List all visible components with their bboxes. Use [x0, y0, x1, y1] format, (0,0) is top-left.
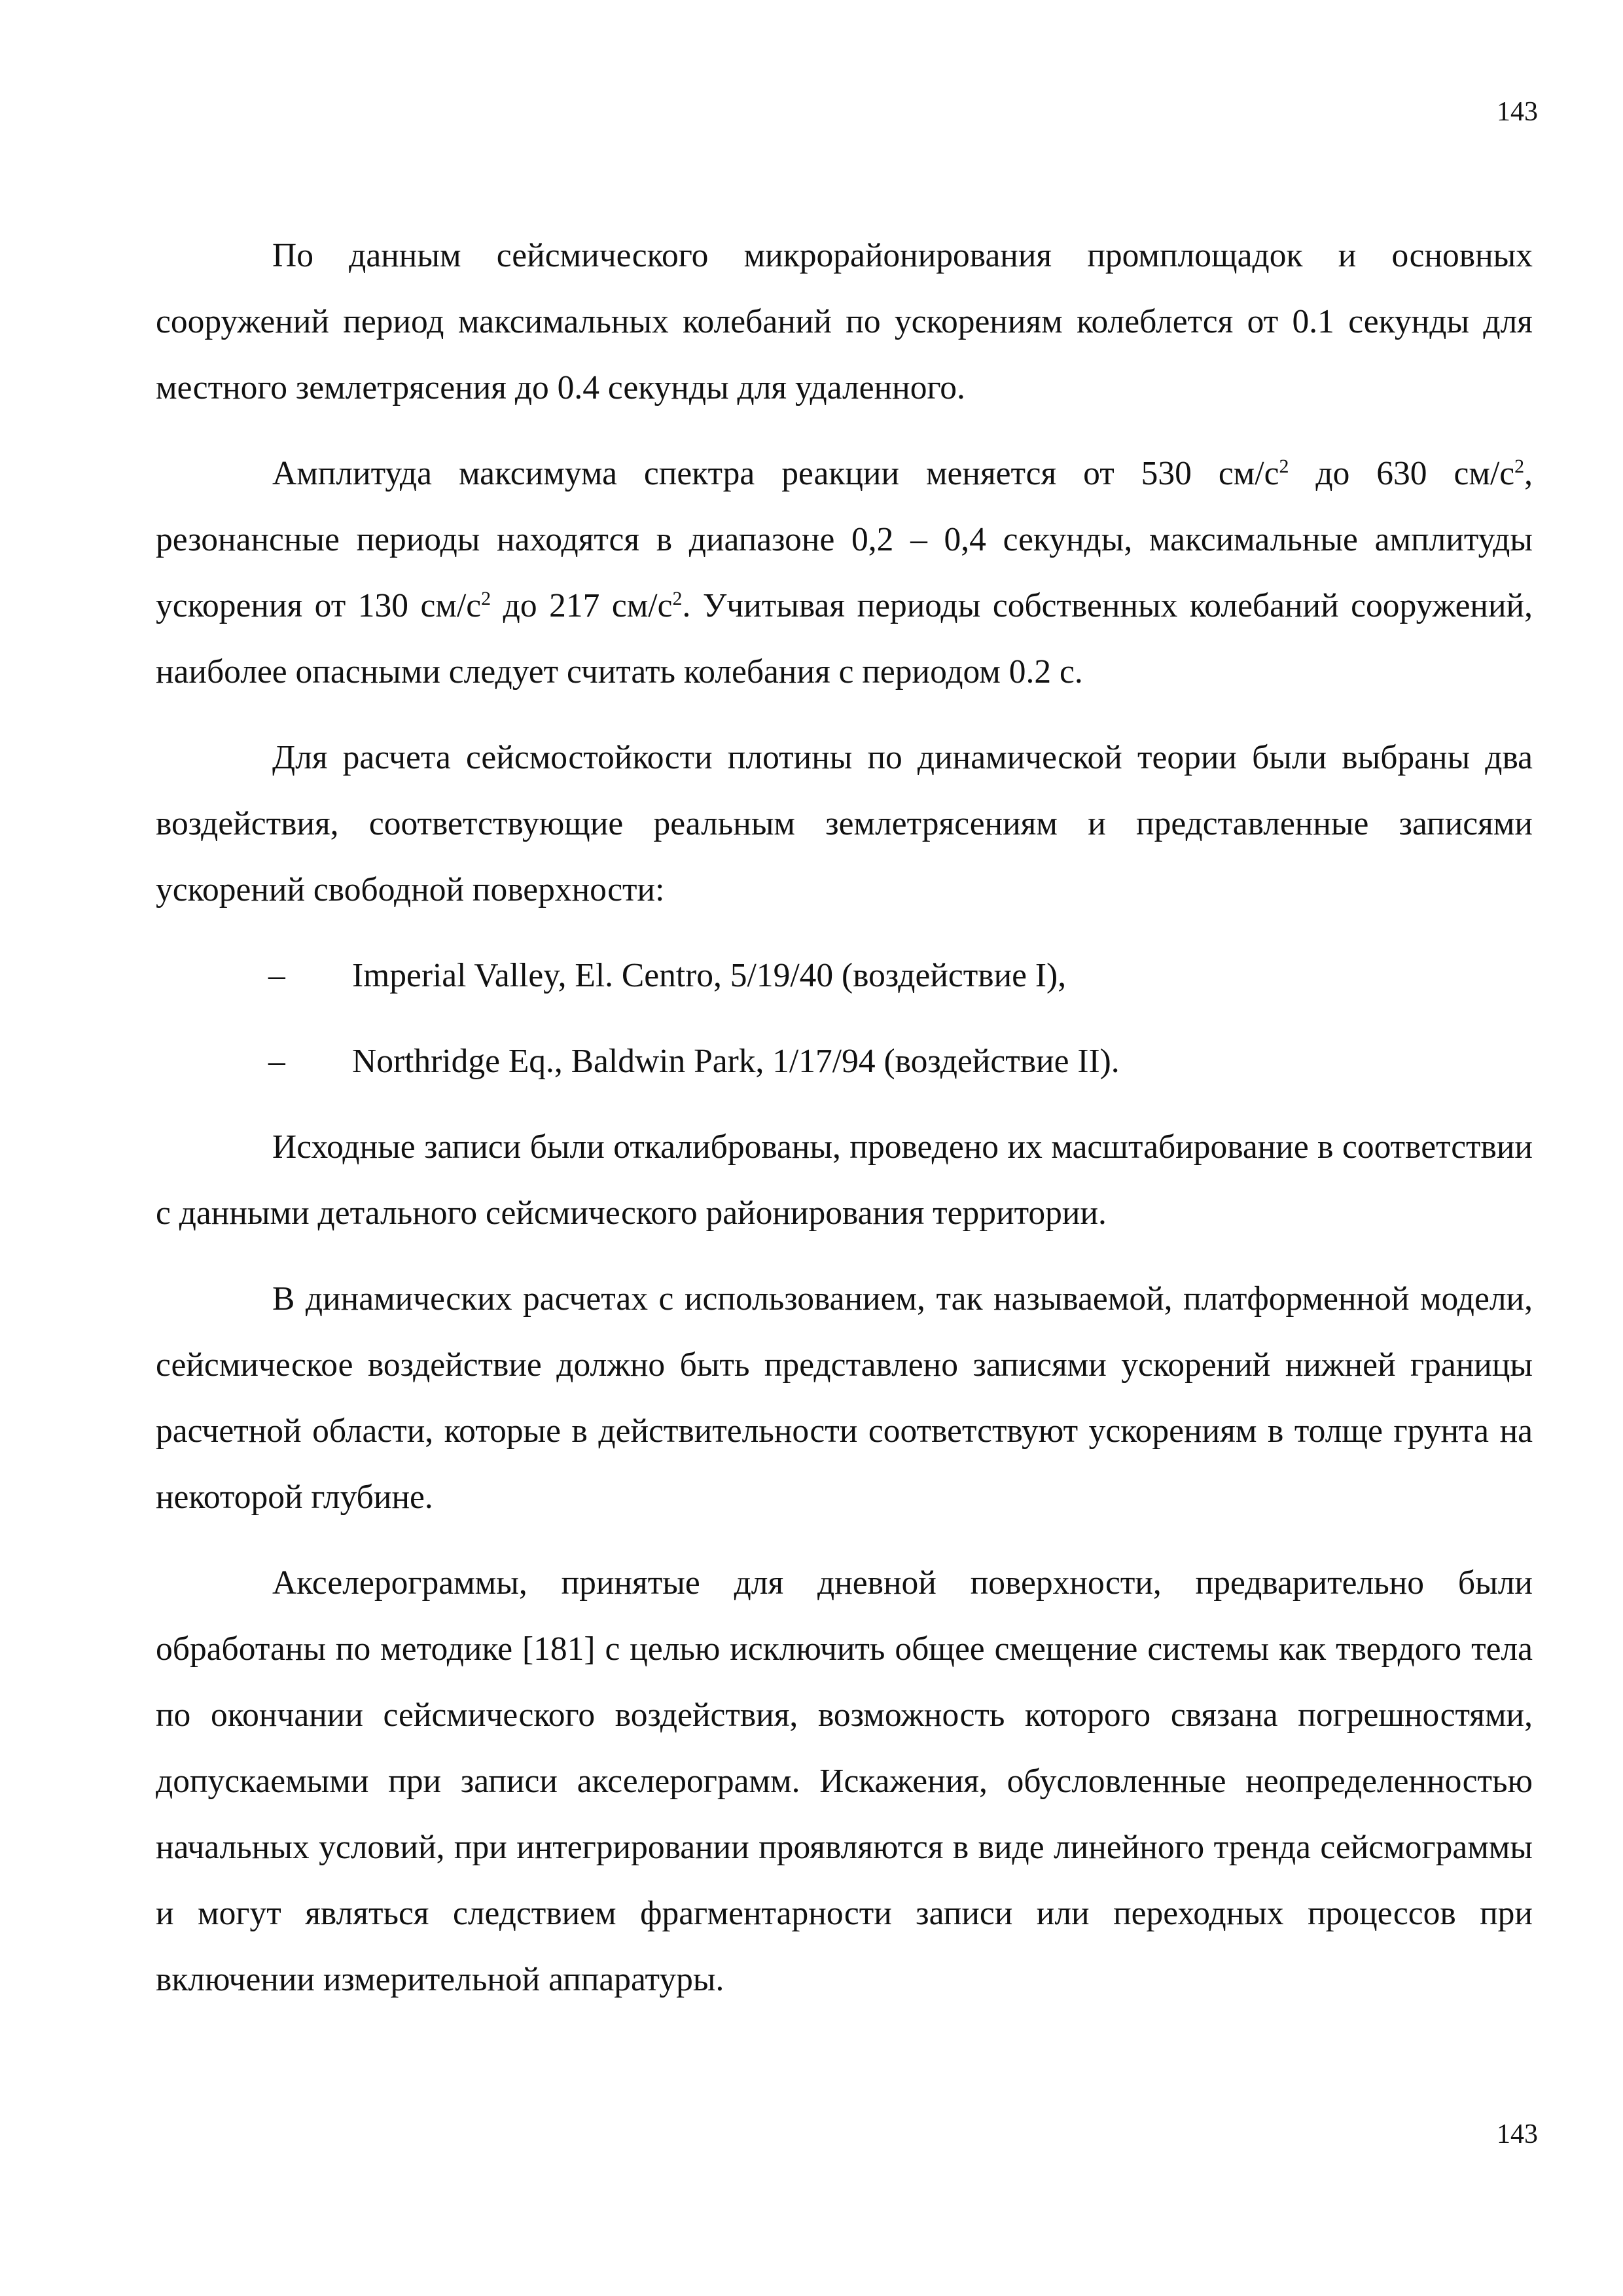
- page-number-bottom: 143: [1497, 2119, 1538, 2149]
- paragraph-4: Исходные записи были откалиброваны, проведено их масштабирование в соответствии с данными детального сейсмического районирования территории.: [156, 1128, 1533, 1232]
- paragraph-2: [156, 440, 1533, 705]
- paragraph-3: Для расчета сейсмостойкости плотины по динамической теории были выбраны два воздействия, соответствующие реальным землетрясениям и представленные записями ускорений свободной поверхности:: [156, 739, 1533, 908]
- page-number-top: 143: [1497, 97, 1538, 127]
- paragraph-2-part-4: до 217 см/с: [491, 587, 673, 624]
- dash-bullet: –: [268, 1043, 285, 1080]
- paragraph-2-part-1: Амплитуда максимума спектра реакции меняется от 530 см/с: [272, 455, 1279, 492]
- paragraph-2-part-2: до 630 см/с: [1289, 455, 1515, 492]
- bullet-list: [156, 942, 1533, 1094]
- paragraph-5: В динамических расчетах с использованием, так называемой, платформенной модели, сейсмическое воздействие должно быть представлено записями ускорений нижней границы расчетной области, которые в действительности соответствуют ускорениям в толще грунта на некоторой глубине.: [156, 1280, 1533, 1516]
- superscript: 2: [1514, 455, 1525, 477]
- paragraph-2-part-3: , резонансные периоды находятся в диапазоне 0,2 – 0,4 секунды, максимальные амплитуды ускорения от 130 см/с: [156, 455, 1533, 624]
- paragraph-2-part-5: . Учитывая периоды собственных колебаний сооружений, наиболее опасными следует считать колебания с периодом 0.2 с.: [156, 587, 1533, 691]
- list-item-text: Imperial Valley, El. Centro, 5/19/40 (воздействие I),: [352, 957, 1067, 994]
- list-item-text: Northridge Eq., Baldwin Park, 1/17/94 (воздействие II).: [352, 1043, 1120, 1080]
- dash-bullet: –: [268, 957, 285, 994]
- list-item: [156, 942, 1533, 1009]
- superscript: 2: [481, 587, 491, 609]
- list-item: [156, 1028, 1533, 1094]
- paragraph-6: Акселерограммы, принятые для дневной поверхности, предварительно были обработаны по методике [181] с целью исключить общее смещение системы как твердого тела по окончании сейсмического воздействия, возможность которого связана погрешностями, допускаемыми при записи акселерограмм. Искажения, обусловленные неопределенностью начальных условий, при интегрировании проявляются в виде линейного тренда сейсмограммы и могут являться следствием фрагментарности записи или переходных процессов при включении измерительной аппаратуры.: [156, 1564, 1533, 1998]
- document-body: [156, 223, 1533, 2032]
- superscript: 2: [672, 587, 683, 609]
- paragraph-1: По данным сейсмического микрорайонирования промплощадок и основных сооружений период максимальных колебаний по ускорениям колеблется от 0.1 секунды для местного землетрясения до 0.4 секунды для удаленного.: [156, 237, 1533, 406]
- superscript: 2: [1279, 455, 1289, 477]
